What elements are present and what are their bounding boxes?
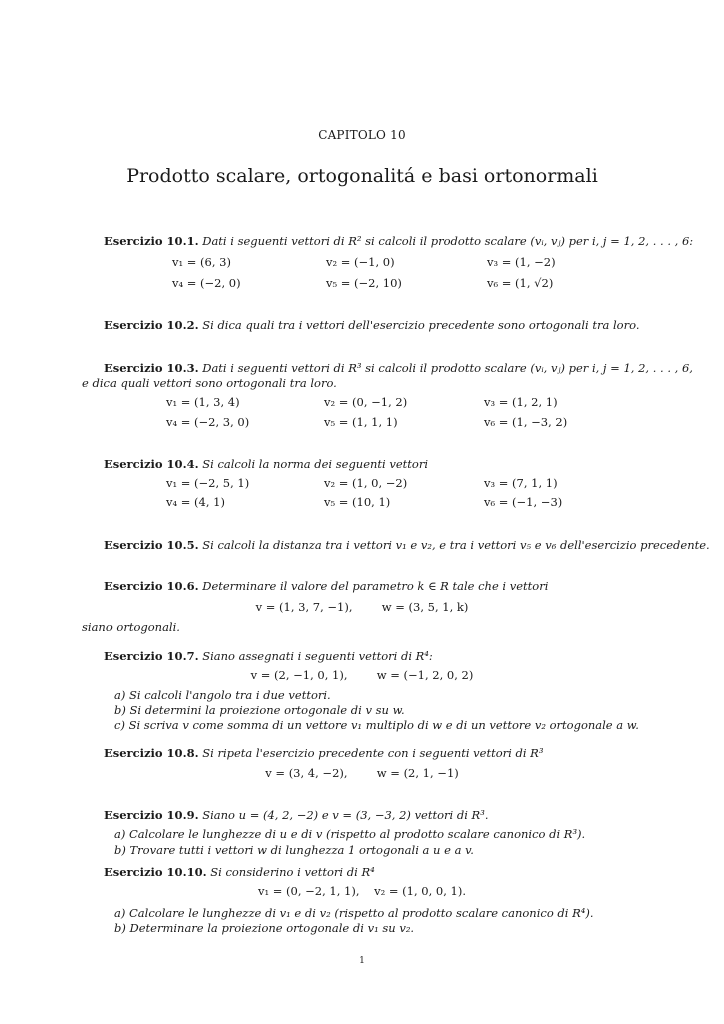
vector-v5: v₅ = (10, 1) [324,495,391,509]
vector-v2: v₂ = (0, −1, 2) [324,395,408,409]
exercise-10-6 [104,579,548,594]
exercise-text: Siano assegnati i seguenti vettori di R⁴: [202,649,433,663]
exercise-text: Si considerino i vettori di R⁴ [210,865,375,879]
item-a [114,688,331,703]
exercise-10-2 [104,318,639,333]
exercise-text: Determinare il valore del parametro k ∈ R tale che i vettori [202,579,549,593]
item-text: c) Si scriva v come somma di un vettore v₁ multiplo di w e di un vettore v₂ ortogonale a w. [114,718,639,732]
vector-v1: v₁ = (1, 3, 4) [166,395,240,409]
exercise-10-5 [104,538,710,553]
vector-v2: v₂ = (1, 0, −2) [324,476,408,490]
vector-v2: v₂ = (−1, 0) [326,255,395,269]
vector-v4: v₄ = (−2, 0) [172,276,241,290]
item-a [114,827,585,842]
exercise-10-1 [104,234,693,249]
vector-v3: v₃ = (7, 1, 1) [484,476,558,490]
exercise-text-cont [82,376,337,391]
vector-v1: v₁ = (−2, 5, 1) [166,476,250,490]
formula: v₁ = (0, −2, 1, 1), v₂ = (1, 0, 0, 1). [257,884,467,898]
formula: v = (1, 3, 7, −1), w = (3, 5, 1, k) [255,600,469,614]
exercise-label: Esercizio 10.6. [104,579,199,593]
exercise-text: Si calcoli la norma dei seguenti vettori [202,457,429,471]
exercise-text-line2: e dica quali vettori sono ortogonali tra loro. [82,376,337,390]
page-number: 1 [359,956,365,966]
item-text: b) Determinare la proiezione ortogonale di v₁ su v₂. [114,921,415,935]
vector-v6: v₆ = (1, −3, 2) [484,415,568,429]
vector-v3: v₃ = (1, −2) [487,255,556,269]
item-text: b) Trovare tutti i vettori w di lunghezza 1 ortogonali a u e a v. [114,843,474,857]
formula: v = (2, −1, 0, 1), w = (−1, 2, 0, 2) [250,668,474,682]
exercise-text: Si dica quali tra i vettori dell'esercizio precedente sono ortogonali tra loro. [202,318,640,332]
page-title: Prodotto scalare, ortogonalitá e basi ortonormali [126,165,598,187]
exercise-label: Esercizio 10.7. [104,649,199,663]
exercise-text-line2: siano ortogonali. [82,620,180,634]
exercise-10-8 [104,746,543,761]
item-b [114,843,474,858]
exercise-text: Dati i seguenti vettori di R² si calcoli il prodotto scalare (vᵢ, vⱼ) per i, j = 1, 2, . . . , 6: [202,234,694,248]
item-text: a) Si calcoli l'angolo tra i due vettori. [114,688,331,702]
exercise-10-9 [104,808,488,823]
exercise-10-7 [104,649,433,664]
item-b [114,703,405,718]
exercise-text: Siano u = (4, 2, −2) e v = (3, −3, 2) vettori di R³. [202,808,489,822]
exercise-label: Esercizio 10.1. [104,234,199,248]
exercise-text-cont [82,620,180,635]
vector-v4: v₄ = (−2, 3, 0) [166,415,250,429]
item-a [114,906,594,921]
exercise-10-10 [104,865,375,880]
vector-v1: v₁ = (6, 3) [172,255,231,269]
item-text: a) Calcolare le lunghezze di v₁ e di v₂ (rispetto al prodotto scalare canonico di R⁴). [114,906,594,920]
vector-v6: v₆ = (1, √2) [487,276,554,290]
vector-v4: v₄ = (4, 1) [166,495,225,509]
vector-v6: v₆ = (−1, −3) [484,495,563,509]
exercise-10-3 [104,361,693,376]
vector-v5: v₅ = (1, 1, 1) [324,415,398,429]
exercise-text: Si ripeta l'esercizio precedente con i seguenti vettori di R³ [202,746,544,760]
exercise-label: Esercizio 10.4. [104,457,199,471]
exercise-label: Esercizio 10.10. [104,865,207,879]
chapter-label: CAPITOLO 10 [318,128,406,142]
exercise-label: Esercizio 10.8. [104,746,199,760]
vector-v5: v₅ = (−2, 10) [326,276,402,290]
exercise-label: Esercizio 10.9. [104,808,199,822]
exercise-text: Si calcoli la distanza tra i vettori v₁ e v₂, e tra i vettori v₅ e v₆ dell'esercizio precedente. [202,538,710,552]
vector-v3: v₃ = (1, 2, 1) [484,395,558,409]
exercise-10-4 [104,457,428,472]
formula: v = (3, 4, −2), w = (2, 1, −1) [265,766,459,780]
exercise-label: Esercizio 10.3. [104,361,199,375]
exercise-text: Dati i seguenti vettori di R³ si calcoli il prodotto scalare (vᵢ, vⱼ) per i, j = 1, 2, . . . , 6, [202,361,693,375]
item-b [114,921,414,936]
exercise-label: Esercizio 10.2. [104,318,199,332]
item-c [114,718,639,733]
exercise-label: Esercizio 10.5. [104,538,199,552]
item-text: a) Calcolare le lunghezze di u e di v (rispetto al prodotto scalare canonico di R³). [114,827,586,841]
item-text: b) Si determini la proiezione ortogonale di v su w. [114,703,405,717]
